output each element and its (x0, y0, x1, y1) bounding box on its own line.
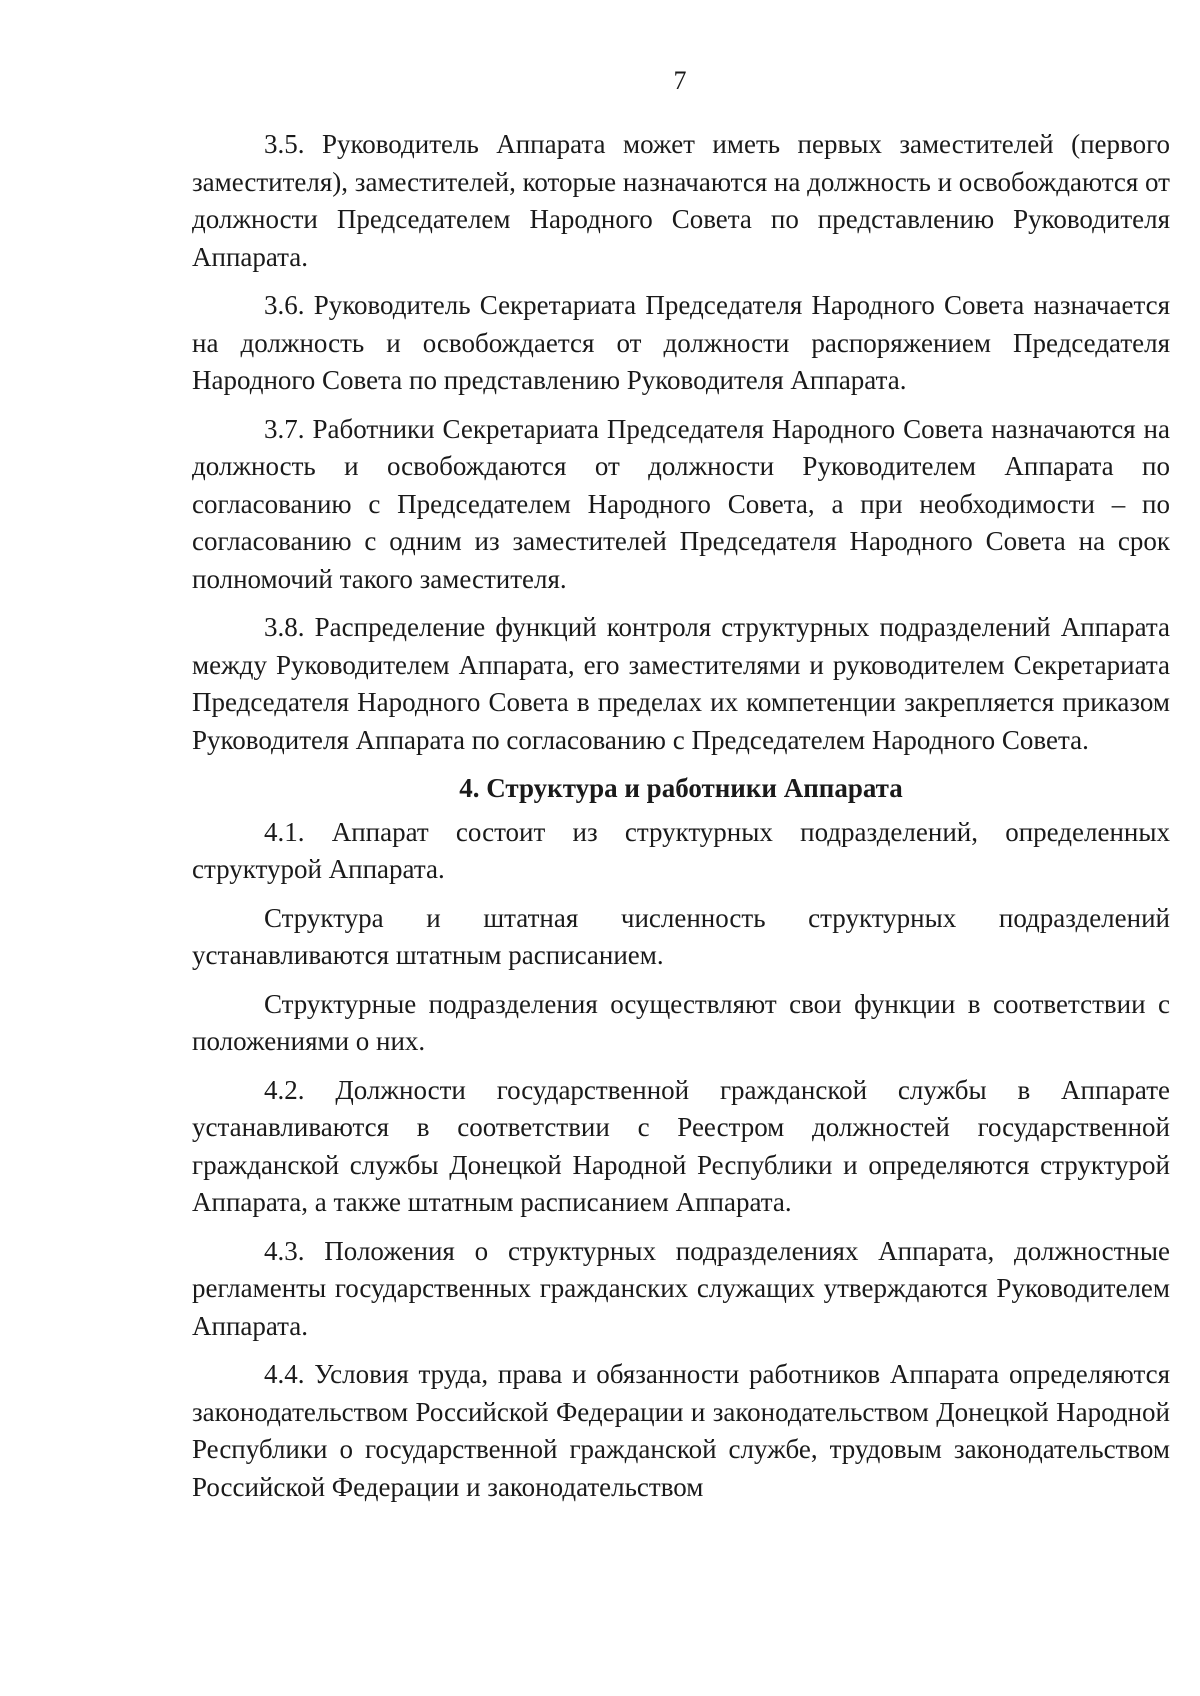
paragraph-4-1: 4.1. Аппарат состоит из структурных подразделений, определенных структурой Аппарата. (192, 816, 1170, 884)
document-body (192, 126, 1170, 1517)
paragraph-3-8: 3.8. Распределение функций контроля структурных подразделений Аппарата между Руководителем Аппарата, его заместителями и руководителем Секретариата Председателя Народного Совета в пределах их компетенции закрепляется приказом Руководителя Аппарата по согласованию с Председателем Народного Совета. (192, 612, 1170, 755)
paragraph-4-1-structure: Структура и штатная численность структурных подразделений устанавливаются штатным расписанием. (192, 902, 1170, 970)
paragraph-3-6: 3.6. Руководитель Секретариата Председателя Народного Совета назначается на должность и освобождается от должности распоряжением Председателя Народного Совета по представлению Руководителя Аппарата. (192, 290, 1170, 395)
paragraph-4-4: 4.4. Условия труда, права и обязанности работников Аппарата определяются законодательством Российской Федерации и законодательством Донецкой Народной Республики о государственной гражданской службе, трудовым законодательством Российской Федерации и законодательством (192, 1359, 1170, 1502)
paragraph-4-3: 4.3. Положения о структурных подразделениях Аппарата, должностные регламенты государственных гражданских служащих утверждаются Руководителем Аппарата. (192, 1235, 1170, 1341)
paragraph-3-5: 3.5. Руководитель Аппарата может иметь первых заместителей (первого заместителя), заместителей, которые назначаются на должность и освобождаются от должности Председателем Народного Совета по представлению Руководителя Аппарата. (192, 129, 1170, 272)
page-number: 7 (673, 66, 687, 95)
paragraph-3-7: 3.7. Работники Секретариата Председателя Народного Совета назначаются на должность и освобождаются от должности Руководителем Аппарата по согласованию с Председателем Народного Совета, а при необходимости – по согласованию с одним из заместителей Председателя Народного Совета на срок полномочий такого заместителя. (192, 413, 1170, 594)
paragraph-4-2: 4.2. Должности государственной гражданской службы в Аппарате устанавливаются в соответствии с Реестром должностей государственной гражданской службы Донецкой Народной Республики и определяются структурой Аппарата, а также штатным расписанием Аппарата. (192, 1074, 1170, 1217)
section-4-heading: 4. Структура и работники Аппарата (459, 773, 903, 803)
paragraph-4-1-functions: Структурные подразделения осуществляют свои функции в соответствии с положениями о них. (192, 988, 1170, 1056)
